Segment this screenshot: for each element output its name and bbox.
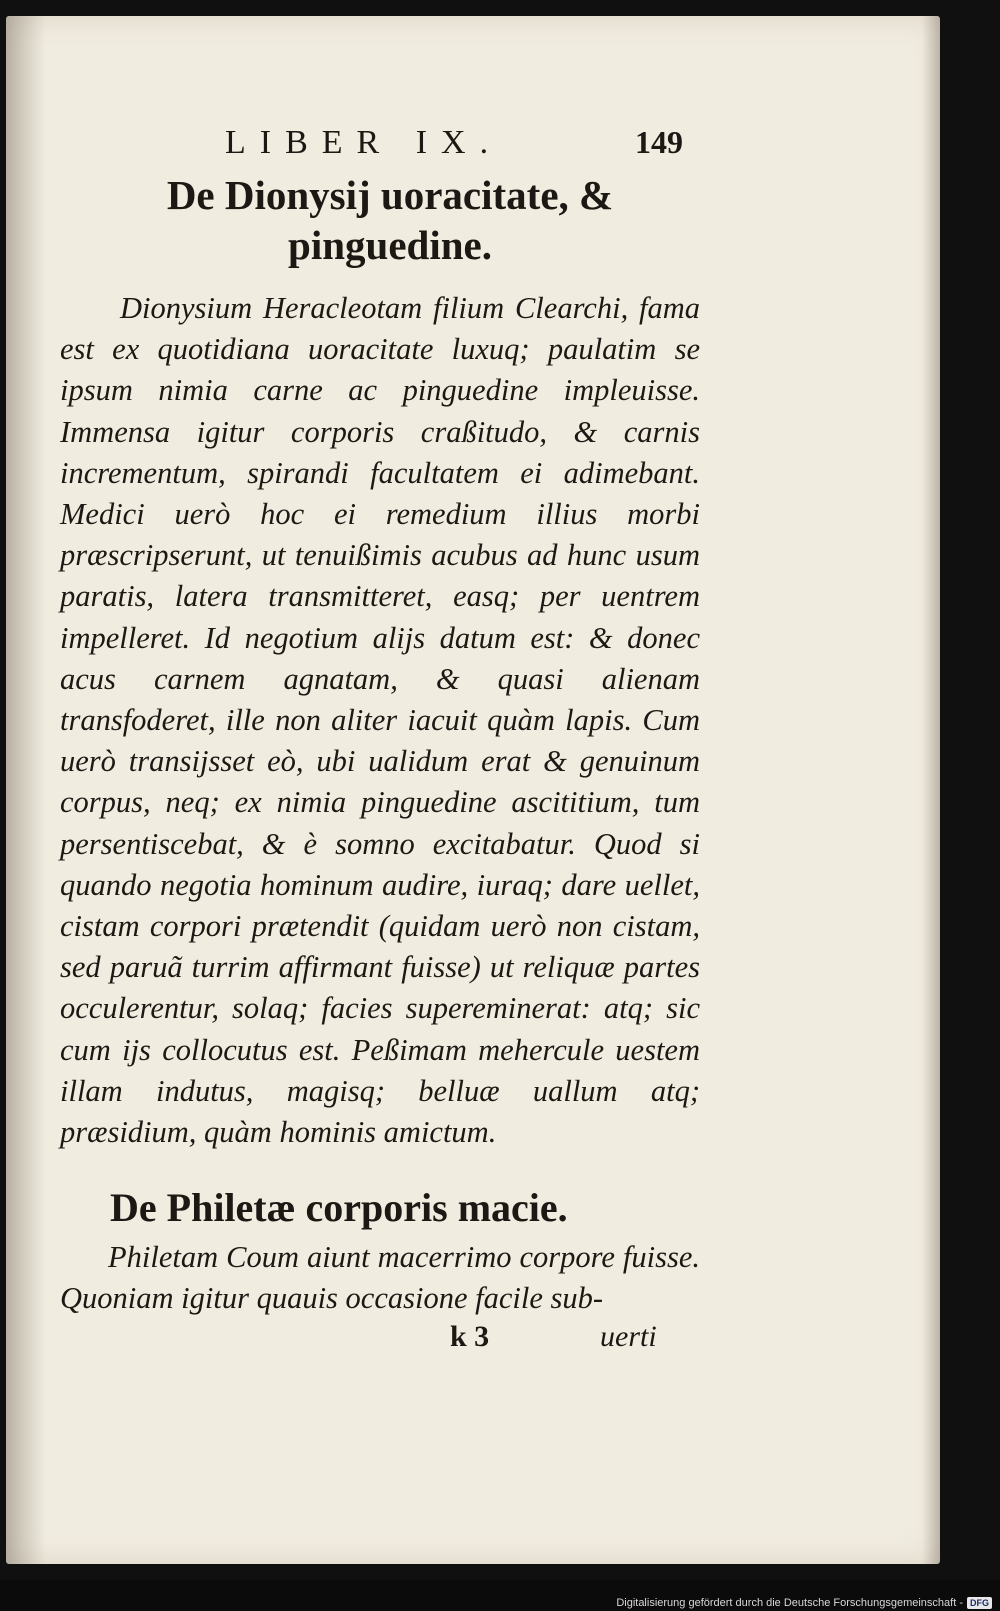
gutter-shadow (6, 16, 46, 1564)
book-page (6, 16, 940, 1564)
dfg-logo: DFG (967, 1597, 992, 1609)
chapter-title-dionysius: De Dionysij uoracitate, & pinguedine. (166, 172, 614, 268)
chapter-title-philetas: De Philetæ corporis macie. (110, 1185, 568, 1231)
text-block (60, 124, 700, 1360)
page-number: 149 (635, 124, 683, 160)
running-head-title: LIBER IX. (225, 124, 503, 161)
page-edge (922, 16, 940, 1564)
credit-text: Digitalisierung gefördert durch die Deutsche Forschungsgemeinschaft - (616, 1597, 963, 1609)
signature-mark: k 3 (450, 1319, 490, 1353)
chapter-body-philetas: Philetam Coum aiunt macerrimo corpore fuisse. Quoniam igitur quauis occasione facile sub- (60, 1240, 700, 1316)
page-footer (60, 1320, 700, 1360)
chapter-body-dionysius: Dionysium Heracleotam filium Clearchi, fama est ex quotidiana uoracitate luxuq; paulatim se ipsum nimia carne ac pinguedine impleuisse. Immensa igitur corporis craßitudo, & carnis incrementum, spirandi facultatem ei adimebant. Medici uerò hoc ei remedium illius morbi præscripserunt, ut tenuißimis acubus ad hunc usum paratis, latera transmitteret, easq; per uentrem impelleret. Id negotium alijs datum est: & donec acus carnem agnatam, & quasi alienam transfoderet, ille non aliter iacuit quàm lapis. Cum uerò transijsset eò, ubi ualidum erat & genuinum corpus, neq; ex nimia pinguedine ascititium, tum persentiscebat, & è somno excitabatur. Quod si quando negotia hominum audire, iuraq; dare uellet, cistam corpori prætendit (quidam uerò non cistam, sed paruã turrim affirmant fuisse) ut reliquæ partes occulerentur, solaq; facies supereminerat: atq; sic cum ijs collocutus est. Peßimam mehercule uestem illam indutus, magisq; belluæ uallum atq; præsidium, quàm hominis amictum. (60, 291, 700, 1150)
catchword: uerti (600, 1319, 657, 1353)
running-head (60, 124, 700, 170)
digitization-credit (616, 1597, 992, 1609)
